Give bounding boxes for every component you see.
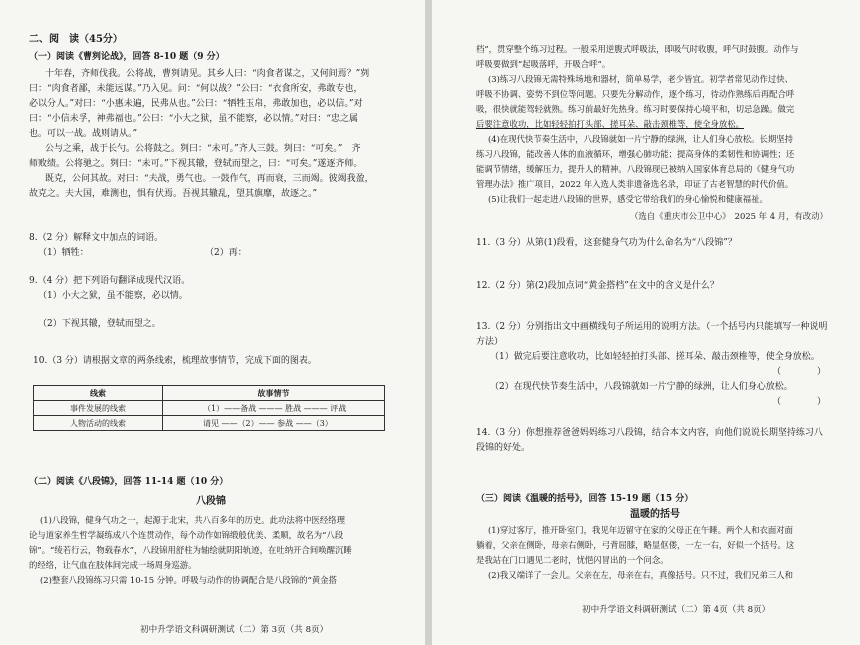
passage-line: 呼吸要做到“起吸落呼，开吸合呼”。	[476, 59, 611, 69]
q13-answer-paren2[interactable]: （ ）	[772, 397, 827, 407]
passage-line: 吸，很快就能驾轻就熟。练习前最好先热身。练习时要保持心境平和，切忌急躁。做完	[476, 104, 795, 114]
q11-stem: 11.（3 分）从第(1)段看，这套健身气功为什么命名为“八段锦”？	[476, 238, 737, 248]
passage1-line: 十年春，齐师伐我。公将战，曹刿请见。其乡人曰：“肉食者谋之，又何间焉？”刿	[45, 69, 370, 79]
passage1-line: 既克，公问其故。对曰：“夫战，勇气也。一鼓作气，再而衰，三而竭。彼竭我盈，	[45, 174, 374, 184]
passage2-line: 的经络，让气血在肢体间完成一场周身巡游。	[29, 560, 197, 570]
passage3-line: (2)我又端详了一会儿。父亲在左，母亲在右，真像括号。只不过，我们兄弟三人和	[488, 570, 793, 580]
section-title: 二、阅 读（45分）	[29, 34, 123, 45]
passage3-line: (1)穿过客厅，推开卧室门，我见年迈留守在家的父母正在午睡。两个人和衣面对面	[488, 525, 793, 535]
passage-line: (4)在现代快节奏生活中，八段锦就如一片宁静的绿洲，让人们身心放松。长期坚持	[488, 134, 793, 144]
passage-line: 档”，贯穿整个练习过程。一般采用逆腹式呼吸法，即吸气时收腹，呼气时鼓腹。动作与	[476, 44, 799, 54]
q13-item2: （2）在现代快节奏生活中，八段锦就如一片宁静的绿洲，让人们身心放松。	[490, 382, 793, 392]
q9-item1: （1）小大之狱，虽不能察，必以情。	[38, 291, 188, 301]
q13-item1: （1）做完后要注意收功，比如轻轻拍打头部、搓耳朵、敲击颈椎等，使全身放松。	[490, 352, 820, 362]
table-row	[34, 416, 385, 431]
q12-stem: 12.（2 分）第(2)段加点词“黄金搭档”在文中的含义是什么？	[476, 281, 719, 291]
passage2-line: 论与道家养生哲学凝练成八个连贯动作，每个动作如锦缎般优美、柔顺，故名为“八段	[29, 530, 344, 540]
q13-stem: 13.（2 分）分别指出文中画横线句子所运用的说明方法。（一个括号内只能填写一种说明	[476, 322, 828, 332]
passage2-title: 八段锦	[196, 496, 226, 507]
q8-stem: 8.（2 分）解释文中加点的词语。	[29, 233, 164, 243]
table-header-clue: 线索	[34, 386, 163, 401]
passage-source: （选自《重庆市公卫中心》 2025 年 4 月，有改动）	[630, 211, 828, 221]
passage2-line: (1)八段锦，健身气功之一，起源于北宋，共八百多年的历史。此功法将中医经络理	[40, 515, 345, 525]
passage-line-underlined: 后要注意收功，比如轻轻拍打头部、搓耳朵、敲击颈椎等，使全身放松。	[476, 119, 744, 129]
q14-stem: 14.（3 分）你想推荐爸爸妈妈练习八段锦，结合本文内容，向他们说说长期坚持练习八	[476, 428, 823, 438]
page-footer: 初中升学语文科调研测试（二）第 4页（共 8页）	[582, 605, 771, 615]
q13-stem-cont: 方法）	[476, 337, 504, 347]
q10-stem: 10.（3 分）请根据文章的两条线索，梳理故事情节，完成下面的图表。	[33, 356, 317, 366]
passage-line: (5)让我们一起走进八段锦的世界，感受它带给我们的身心愉悦和健康福祉。	[488, 194, 768, 204]
q8-item2: （2）再：	[205, 248, 247, 258]
passage-line: 能调节情绪，缓解压力，提升人的精神。八段锦现已被纳入国家体育总局的《健身气功	[476, 164, 795, 174]
passage1-line: 必以分人。”对曰：“小惠未遍，民弗从也。”公曰：“牺牲玉帛，弗敢加也，必以信。”对	[29, 99, 363, 109]
passage1-heading: （一）阅读《曹刿论战》，回答 8-10 题（9 分）	[29, 52, 225, 62]
passage2-heading: （二）阅读《八段锦》，回答 11-14 题（10 分）	[29, 477, 229, 487]
passage-line: 练习八段锦，能改善人体的血液循环，增强心肺功能；提高身体的柔韧性和协调性；还	[476, 149, 795, 159]
exam-page-right	[432, 0, 860, 645]
q14-stem-cont: 段锦的好处。	[476, 443, 531, 453]
passage-line: (3)练习八段锦无需特殊场地和器材，简单易学，老少皆宜。初学者常见动作过快、	[488, 74, 793, 84]
table-row	[34, 401, 385, 416]
page-gutter	[425, 0, 432, 645]
passage2-line: (2)整套八段锦练习只需 10-15 分钟。呼吸与动作的协调配合是八段锦的“黄金搭	[40, 575, 337, 585]
table-row1-content: （1）——备战 ——— 胜战 ——— 评战	[163, 401, 385, 416]
passage3-line: 躺着，父亲在侧卧，母亲右侧卧，弓背屈膝，略显伛偻，一左一右，好似一个括号。这	[476, 540, 795, 550]
passage1-line: 故克之。夫大国，难测也，惧有伏焉。吾视其辙乱，望其旗靡，故逐之。”	[29, 189, 318, 199]
q9-item2: （2）下视其辙，登轼而望之。	[38, 319, 161, 329]
passage1-line: 师败绩。公将驰之。刿曰：“未可。”下视其辙，登轼而望之，曰：“可矣。”遂逐齐师。	[29, 159, 363, 169]
passage3-title: 温暖的括号	[630, 509, 680, 520]
q13-answer-paren1[interactable]: （ ）	[772, 367, 827, 377]
passage-line: 管理办法》推广项目，2022 年入选人类非遗备选名录，印证了古老智慧的时代价值。	[476, 179, 794, 189]
passage3-line: 是我站在门口遇见二老时，忧悒闪冒出的一个问念。	[476, 555, 669, 565]
table-row2-label: 人物活动的线索	[34, 416, 163, 431]
passage3-heading: （三）阅读《温暖的括号》，回答 15-19 题（15 分）	[476, 494, 694, 504]
passage1-line: 公与之乘，战于长勺。公将鼓之。刿曰：“未可。”齐人三鼓。刿曰：“可矣。” 齐	[45, 144, 361, 154]
passage1-line: 曰：“肉食者鄙，未能远谋。”乃入见。问：“何以战？”公曰：“衣食所安，弗敢专也，	[29, 84, 363, 94]
table-row1-label: 事件发展的线索	[34, 401, 163, 416]
passage1-line: 也。可以一战。战则请从。”	[29, 129, 138, 139]
table-row2-content: 请见 ——（2）—— 参战 ——（3）	[163, 416, 385, 431]
table-header-plot: 故事情节	[163, 386, 385, 401]
passage1-line: 曰：“小信未孚，神弗福也。”公曰：“小大之狱，虽不能察，必以情。”对曰：“忠之属	[29, 114, 359, 124]
passage2-line: 锦”。“绫若行云，物载春水”，八段锦用舒柱为轴绘就阴阳轨迹，在吐纳开合间唤醒沉睡	[29, 545, 352, 555]
passage-line: 呼吸不协调、姿势不到位等问题。只要先分解动作，逐个练习，待动作熟练后再配合呼	[476, 89, 795, 99]
q9-stem: 9.（4 分）把下列语句翻译成现代汉语。	[29, 276, 191, 286]
q8-item1: （1）牺牲：	[38, 248, 89, 258]
exam-page-left	[0, 0, 425, 645]
plot-table	[33, 385, 385, 431]
page-footer: 初中升学语文科调研测试（二）第 3页（共 8页）	[140, 625, 329, 635]
